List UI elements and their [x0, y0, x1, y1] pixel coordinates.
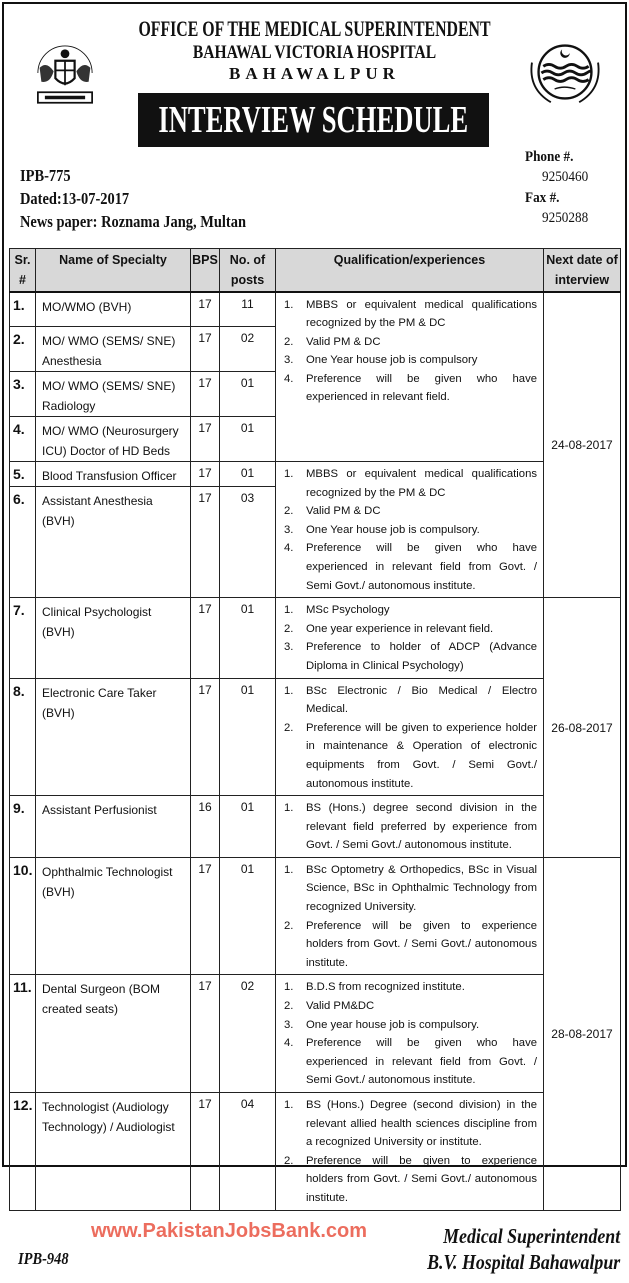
item-number: 1. — [284, 468, 294, 480]
bps-grade: 17 — [191, 1093, 220, 1211]
qualification-item — [284, 351, 537, 370]
phone-label: Phone #. — [525, 149, 574, 165]
table-row — [10, 796, 621, 858]
item-text: One Year house job is compulsory. — [306, 523, 480, 536]
item-text: Preference will be given to experience holder in maintenance & Operation of electronic equipments from Govt. / Semi Govt./ autonomous institute. — [306, 721, 537, 790]
table-row — [10, 857, 621, 975]
table-row — [10, 678, 621, 796]
item-number: 3. — [284, 523, 294, 536]
qualification-item — [284, 719, 537, 793]
item-text: BS (Hons.) Degree (second division) in the relevant allied health sciences discipline from a recognized University or institute. — [306, 1099, 537, 1149]
item-number: 1. — [284, 684, 294, 697]
bps-grade: 17 — [191, 372, 220, 417]
qualification-item — [284, 601, 537, 620]
table-row — [10, 462, 621, 487]
qualification-item — [284, 521, 537, 540]
bps-grade: 17 — [191, 487, 220, 598]
number-of-posts: 01 — [220, 598, 276, 678]
item-number: 4. — [284, 372, 294, 385]
table-row — [10, 1093, 621, 1211]
qualification-item — [284, 620, 537, 639]
qualification-item — [284, 978, 537, 997]
item-number: 3. — [284, 354, 294, 367]
item-number: 2. — [284, 919, 294, 932]
item-number: 3. — [284, 641, 294, 654]
qualification-cell — [276, 857, 544, 975]
qualification-item — [284, 638, 537, 675]
city-name: BAHAWALPUR — [229, 64, 400, 83]
bps-grade: 17 — [191, 857, 220, 975]
col-header-posts: No. of posts — [220, 249, 276, 292]
item-text: One Year house job is compulsory — [306, 354, 478, 367]
signature-title: Medical Superintendent — [442, 1223, 620, 1248]
qualification-cell — [276, 678, 544, 796]
footer-ipb-number: IPB-948 — [18, 1248, 69, 1268]
item-number: 1. — [284, 604, 294, 617]
specialty-name: Electronic Care Taker (BVH) — [36, 678, 191, 796]
qualification-cell — [276, 796, 544, 858]
serial-number: 7. — [10, 598, 36, 678]
interview-date: 26-08-2017 — [544, 598, 621, 858]
item-number: 2. — [284, 721, 294, 734]
serial-number: 8. — [10, 678, 36, 796]
table-header-row — [10, 249, 621, 292]
qualification-cell — [276, 598, 544, 678]
bps-grade: 17 — [191, 327, 220, 372]
item-text: One year experience in relevant field. — [306, 622, 494, 635]
number-of-posts: 02 — [220, 327, 276, 372]
qualification-item — [284, 370, 537, 407]
phone-number: 9250460 — [542, 169, 589, 185]
number-of-posts: 01 — [220, 857, 276, 975]
item-number: 1. — [284, 981, 294, 994]
number-of-posts: 01 — [220, 372, 276, 417]
number-of-posts: 03 — [220, 487, 276, 598]
qualification-item — [284, 539, 537, 595]
item-text: Valid PM & DC — [306, 505, 381, 518]
col-header-specialty: Name of Specialty — [36, 249, 191, 292]
item-number: 2. — [284, 622, 294, 635]
item-text: Valid PM&DC — [306, 1000, 375, 1013]
qualification-item — [284, 917, 537, 973]
serial-number: 1. — [10, 292, 36, 327]
item-text: MBBS or equivalent medical qualifications recognized by the PM & DC — [306, 298, 537, 330]
table-row — [10, 292, 621, 327]
item-text: MBBS or equivalent medical qualifications recognized by the PM & DC — [306, 468, 537, 499]
interview-date: 24-08-2017 — [544, 292, 621, 598]
signature-office: B.V. Hospital Bahawalpur — [426, 1249, 620, 1274]
specialty-name: MO/WMO (BVH) — [36, 292, 191, 327]
qualification-item — [284, 861, 537, 917]
item-number: 1. — [284, 298, 294, 311]
item-number: 3. — [284, 1018, 294, 1031]
serial-number: 5. — [10, 462, 36, 487]
item-text: MSc Psychology — [306, 604, 390, 617]
dated: Dated:13-07-2017 — [20, 189, 130, 208]
serial-number: 6. — [10, 487, 36, 598]
bps-grade: 16 — [191, 796, 220, 858]
specialty-name: MO/ WMO (Neurosurgery ICU) Doctor of HD Beds — [36, 417, 191, 462]
serial-number: 3. — [10, 372, 36, 417]
col-header-interview-date: Next date of interview — [544, 249, 621, 292]
qualification-item — [284, 502, 537, 521]
specialty-name: MO/ WMO (SEMS/ SNE) Radiology — [36, 372, 191, 417]
number-of-posts: 01 — [220, 796, 276, 858]
bps-grade: 17 — [191, 417, 220, 462]
item-number: 1. — [284, 1099, 294, 1111]
item-text: Preference will be given who have experienced in relevant field from Govt. / Semi Govt./ autonomous institute. — [306, 542, 537, 592]
qualification-cell — [276, 975, 544, 1093]
watermark: www.PakistanJobsBank.com — [91, 1219, 368, 1242]
serial-number: 2. — [10, 327, 36, 372]
item-number: 2. — [284, 1000, 294, 1013]
item-text: Preference will be given to experience holders from Govt. / Semi Govt./ autonomous institute. — [306, 919, 537, 969]
qualification-item — [284, 296, 537, 333]
bps-grade: 17 — [191, 975, 220, 1093]
number-of-posts: 02 — [220, 975, 276, 1093]
item-number: 1. — [284, 863, 294, 876]
qualification-item — [284, 465, 537, 502]
item-text: Preference to holder of ADCP (Advance Diploma in Clinical Psychology) — [306, 641, 537, 672]
qualification-item — [284, 1016, 537, 1035]
item-text: B.D.S from recognized institute. — [306, 981, 465, 994]
qualification-item — [284, 1096, 537, 1152]
number-of-posts: 04 — [220, 1093, 276, 1211]
footer — [9, 1211, 620, 1283]
item-text: One year house job is compulsory. — [306, 1018, 480, 1031]
number-of-posts: 01 — [220, 462, 276, 487]
number-of-posts: 01 — [220, 678, 276, 796]
item-text: BSc Optometry & Orthopedics, BSc in Visual Science, BSc in Ophthalmic Technology from recognized University. — [306, 863, 537, 914]
qualification-cell — [276, 462, 544, 598]
item-number: 2. — [284, 1154, 294, 1167]
serial-number: 10. — [10, 857, 36, 975]
page-title: INTERVIEW SCHEDULE — [158, 99, 469, 141]
item-text: Preference will be given who have experienced in relevant field from Govt. / Semi Govt./ autonomous institute. — [306, 1037, 537, 1087]
specialty-name: Technologist (Audiology Technology) / Audiologist — [36, 1093, 191, 1211]
qualification-item — [284, 1152, 537, 1208]
specialty-name: Ophthalmic Technologist (BVH) — [36, 857, 191, 975]
qualification-cell — [276, 1093, 544, 1211]
fax-label: Fax #. — [525, 190, 560, 206]
item-text: Valid PM & DC — [306, 335, 381, 348]
bps-grade: 17 — [191, 462, 220, 487]
title-banner — [138, 93, 489, 147]
serial-number: 9. — [10, 796, 36, 858]
bps-grade: 17 — [191, 598, 220, 678]
table-row — [10, 598, 621, 678]
qualification-item — [284, 799, 537, 855]
bps-grade: 17 — [191, 292, 220, 327]
number-of-posts: 01 — [220, 417, 276, 462]
item-number: 1. — [284, 802, 294, 815]
item-text: BSc Electronic / Bio Medical / Electro Medical. — [306, 684, 537, 716]
specialty-name: Assistant Perfusionist — [36, 796, 191, 858]
interview-schedule-table — [9, 248, 621, 1211]
number-of-posts: 11 — [220, 292, 276, 327]
main-content — [9, 248, 620, 1283]
qualification-item — [284, 333, 537, 352]
item-number: 2. — [284, 335, 294, 348]
qualification-item — [284, 1034, 537, 1090]
interview-date: 28-08-2017 — [544, 857, 621, 1210]
hospital-name: BAHAWAL VICTORIA HOSPITAL — [192, 42, 437, 63]
item-number: 2. — [284, 505, 294, 518]
signature-block — [427, 1223, 620, 1275]
col-header-qualification: Qualification/experiences — [276, 249, 544, 292]
qualification-cell — [276, 292, 544, 462]
col-header-sr: Sr. # — [10, 249, 36, 292]
ipb-number: IPB-775 — [20, 166, 71, 185]
specialty-name: MO/ WMO (SEMS/ SNE) Anesthesia — [36, 327, 191, 372]
qualification-item — [284, 997, 537, 1016]
office-heading: OFFICE OF THE MEDICAL SUPERINTENDENT — [138, 16, 491, 41]
col-header-bps: BPS — [191, 249, 220, 292]
item-number: 4. — [284, 1037, 294, 1050]
item-text: BS (Hons.) degree second division in the relevant field preferred by experience from Govt. / Semi Govt./ autonomous institute. — [306, 802, 537, 852]
table-row — [10, 975, 621, 1093]
item-text: Preference will be given to experience holders from Govt. / Semi Govt./ autonomous institute. — [306, 1154, 537, 1204]
item-text: Preference will be given who have experienced in relevant field. — [306, 372, 537, 404]
serial-number: 12. — [10, 1093, 36, 1211]
specialty-name: Assistant Anesthesia (BVH) — [36, 487, 191, 598]
bps-grade: 17 — [191, 678, 220, 796]
serial-number: 11. — [10, 975, 36, 1093]
serial-number: 4. — [10, 417, 36, 462]
fax-number: 9250288 — [542, 210, 589, 226]
specialty-name: Clinical Psychologist (BVH) — [36, 598, 191, 678]
specialty-name: Blood Transfusion Officer — [36, 462, 191, 487]
specialty-name: Dental Surgeon (BOM created seats) — [36, 975, 191, 1093]
qualification-item — [284, 682, 537, 719]
newspaper: News paper: Roznama Jang, Multan — [20, 212, 246, 231]
item-number: 4. — [284, 542, 294, 555]
